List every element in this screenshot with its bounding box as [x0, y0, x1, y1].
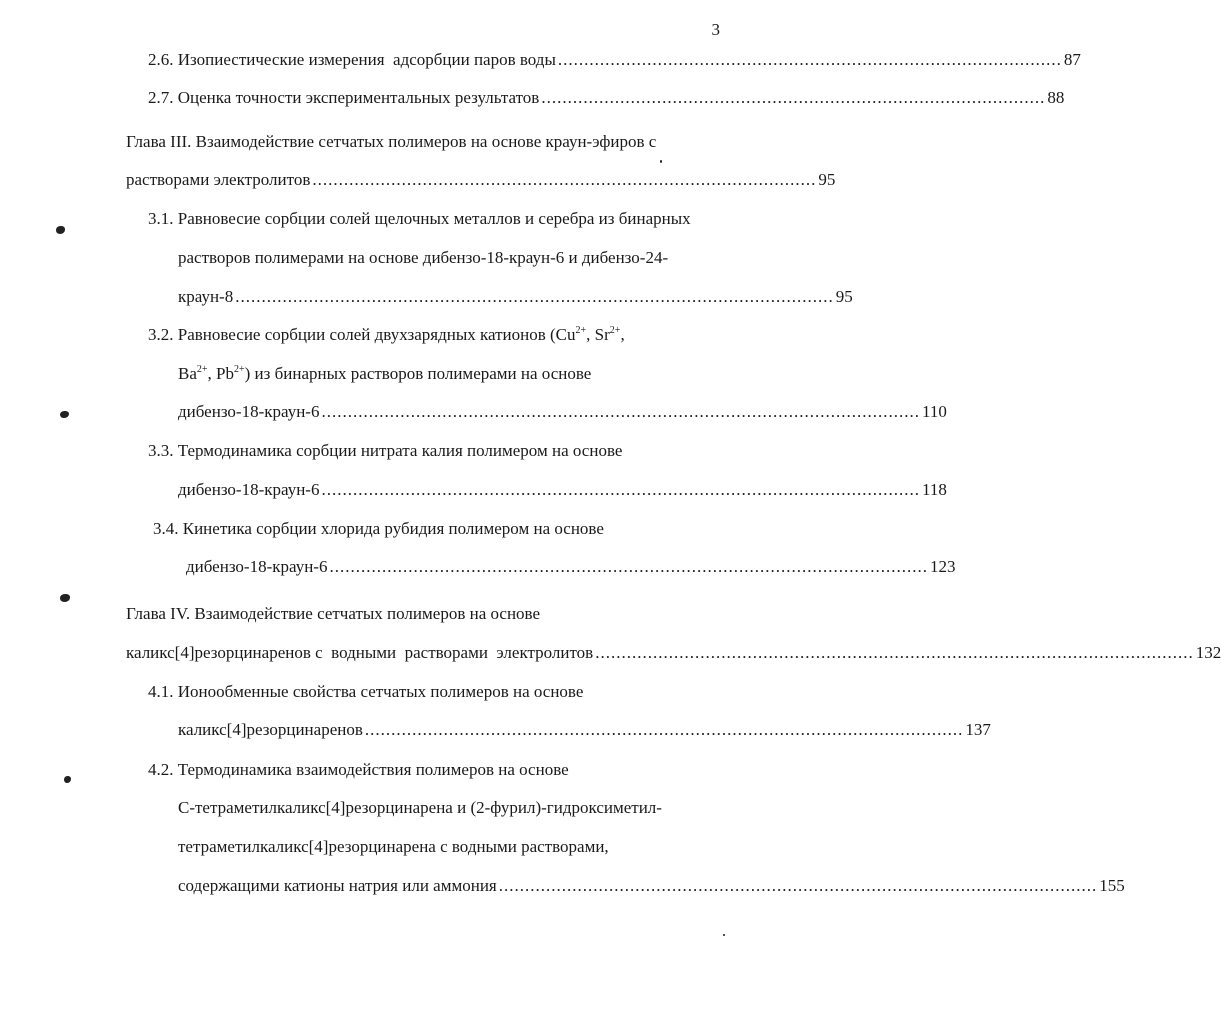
page-number: 3 — [711, 20, 720, 39]
scan-speck — [723, 934, 725, 936]
toc-title-part: Ba — [178, 364, 197, 383]
dot-leader: .................................................................................................................. — [595, 643, 1194, 662]
toc-title: дибензо-18-краун-6 — [178, 402, 320, 421]
charge-superscript: 2+ — [234, 364, 245, 375]
dot-leader: ................................................................................................ — [541, 88, 1046, 107]
toc-entry-3-3[interactable] — [178, 479, 947, 501]
toc-page: 110 — [921, 402, 947, 421]
toc-entry-2-7[interactable] — [148, 87, 1065, 109]
toc-page: 87 — [1063, 50, 1081, 69]
toc-chapter-4[interactable] — [126, 642, 1221, 664]
toc-title-part: , Sr — [586, 325, 610, 344]
scan-speck — [60, 594, 70, 602]
toc-entry-2-6[interactable] — [148, 49, 1081, 71]
toc-chapter-4-line1[interactable]: Глава IV. Взаимодействие сетчатых полимеров на основе — [126, 604, 541, 623]
toc-entry-3-2[interactable] — [178, 401, 947, 423]
toc-entry-3-1[interactable] — [178, 286, 853, 308]
toc-entry-4-2-line3: тетраметилкаликс[4]резорцинарена с водными растворами, — [178, 837, 609, 856]
toc-title-part: , Pb — [207, 364, 234, 383]
charge-superscript: 2+ — [609, 325, 621, 336]
toc-title: 2.7. Оценка точности экспериментальных результатов — [148, 88, 540, 107]
dot-leader: .................................................................................................................. — [329, 557, 928, 576]
toc-entry-3-2-line1[interactable] — [148, 324, 625, 346]
toc-entry-4-2-line1[interactable]: 4.2. Термодинамика взаимодействия полимеров на основе — [148, 760, 569, 779]
dot-leader: .................................................................................................................. — [364, 720, 964, 739]
toc-entry-3-2-line2 — [178, 363, 591, 385]
scan-speck — [60, 411, 69, 418]
toc-entry-4-1[interactable] — [178, 719, 991, 741]
toc-page: 123 — [929, 557, 956, 576]
toc-page: 132 — [1195, 643, 1221, 662]
toc-page: 137 — [965, 720, 991, 739]
toc-entry-3-4[interactable] — [186, 556, 956, 578]
toc-chapter-3[interactable] — [126, 169, 836, 191]
dot-leader: ................................................................................................ — [312, 170, 817, 189]
scan-speck — [660, 160, 662, 163]
toc-page: 95 — [835, 287, 853, 306]
toc-title: краун-8 — [178, 287, 234, 306]
toc-title: 2.6. Изопиестические измерения адсорбции паров воды — [148, 50, 556, 69]
dot-leader: .................................................................................................................. — [321, 480, 920, 499]
scan-speck — [64, 776, 71, 783]
toc-title: растворами электролитов — [126, 170, 311, 189]
scan-speck — [56, 226, 65, 234]
toc-page: 155 — [1099, 876, 1125, 895]
toc-entry-3-4-line1[interactable]: 3.4. Кинетика сорбции хлорида рубидия полимером на основе — [153, 519, 604, 538]
toc-title: каликс[4]резорцинаренов — [178, 720, 363, 739]
dot-leader: .................................................................................................................. — [321, 402, 920, 421]
toc-page: 88 — [1047, 88, 1065, 107]
toc-title-part: ) из бинарных растворов полимерами на основе — [244, 364, 592, 383]
toc-entry-3-3-line1[interactable]: 3.3. Термодинамика сорбции нитрата калия полимером на основе — [148, 441, 623, 460]
toc-entry-4-1-line1[interactable]: 4.1. Ионообменные свойства сетчатых полимеров на основе — [148, 682, 584, 701]
dot-leader: ................................................................................................ — [557, 50, 1062, 69]
toc-title: дибензо-18-краун-6 — [178, 480, 320, 499]
toc-title-part: 3.2. Равновесие сорбции солей двухзарядных катионов (Cu — [148, 325, 576, 344]
toc-title-part: , — [620, 325, 625, 344]
toc-entry-3-1-line2: растворов полимерами на основе дибензо-18-краун-6 и дибензо-24- — [178, 248, 669, 267]
toc-chapter-3-line1[interactable]: Глава III. Взаимодействие сетчатых полимеров на основе краун-эфиров с — [126, 132, 657, 151]
toc-title: дибензо-18-краун-6 — [186, 557, 328, 576]
toc-page: 118 — [921, 480, 947, 499]
dot-leader: .................................................................................................................. — [235, 287, 834, 306]
dot-leader: .................................................................................................................. — [498, 876, 1098, 895]
toc-title: содержащими катионы натрия или аммония — [178, 876, 497, 895]
toc-title: каликс[4]резорцинаренов с водными растворами электролитов — [126, 643, 594, 662]
toc-entry-4-2-line2: С-тетраметилкаликс[4]резорцинарена и (2-фурил)-гидроксиметил- — [178, 798, 662, 817]
charge-superscript: 2+ — [575, 325, 587, 336]
toc-entry-3-1-line1[interactable]: 3.1. Равновесие сорбции солей щелочных металлов и серебра из бинарных — [148, 209, 691, 228]
toc-page: 95 — [818, 170, 836, 189]
charge-superscript: 2+ — [196, 364, 208, 375]
toc-entry-4-2[interactable] — [178, 875, 1125, 897]
